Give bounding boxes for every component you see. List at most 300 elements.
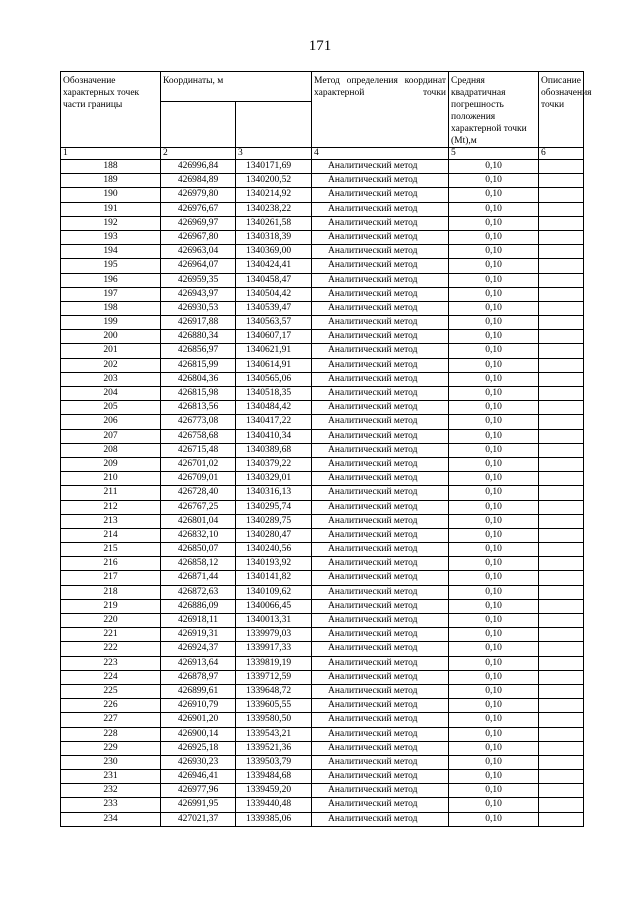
point-id: 215 <box>61 543 161 557</box>
coord-x: 426959,35 <box>161 273 236 287</box>
table-row <box>61 585 584 599</box>
point-id: 229 <box>61 741 161 755</box>
table-row <box>61 188 584 202</box>
coord-y: 1340565,06 <box>236 372 312 386</box>
point-id: 207 <box>61 429 161 443</box>
method: Аналитический метод <box>312 457 449 471</box>
mean-error: 0,10 <box>449 259 539 273</box>
column-number: 6 <box>539 148 584 160</box>
mean-error: 0,10 <box>449 174 539 188</box>
point-id: 228 <box>61 727 161 741</box>
method: Аналитический метод <box>312 401 449 415</box>
method: Аналитический метод <box>312 174 449 188</box>
method: Аналитический метод <box>312 614 449 628</box>
coord-x: 426832,10 <box>161 528 236 542</box>
description <box>539 571 584 585</box>
description <box>539 401 584 415</box>
coord-x: 426871,44 <box>161 571 236 585</box>
coord-y: 1340238,22 <box>236 202 312 216</box>
table-row <box>61 245 584 259</box>
coord-y: 1340109,62 <box>236 585 312 599</box>
description <box>539 188 584 202</box>
description <box>539 670 584 684</box>
table-row <box>61 330 584 344</box>
coord-y: 1340329,01 <box>236 472 312 486</box>
table-row <box>61 798 584 812</box>
coord-y: 1339503,79 <box>236 755 312 769</box>
mean-error: 0,10 <box>449 557 539 571</box>
coord-x: 426930,23 <box>161 755 236 769</box>
coord-x: 426930,53 <box>161 301 236 315</box>
table-row <box>61 316 584 330</box>
description <box>539 344 584 358</box>
table-row <box>61 755 584 769</box>
description <box>539 372 584 386</box>
method: Аналитический метод <box>312 741 449 755</box>
description <box>539 415 584 429</box>
table-row <box>61 301 584 315</box>
point-id: 231 <box>61 770 161 784</box>
page-number: 171 <box>308 38 332 54</box>
coord-x: 426946,41 <box>161 770 236 784</box>
point-id: 189 <box>61 174 161 188</box>
coord-y: 1340518,35 <box>236 387 312 401</box>
table-row <box>61 230 584 244</box>
method: Аналитический метод <box>312 429 449 443</box>
method: Аналитический метод <box>312 344 449 358</box>
point-id: 195 <box>61 259 161 273</box>
coord-y: 1339819,19 <box>236 656 312 670</box>
coord-x: 426925,18 <box>161 741 236 755</box>
coord-y: 1340621,91 <box>236 344 312 358</box>
description <box>539 202 584 216</box>
point-id: 191 <box>61 202 161 216</box>
method: Аналитический метод <box>312 301 449 315</box>
table-row <box>61 727 584 741</box>
method: Аналитический метод <box>312 486 449 500</box>
description <box>539 770 584 784</box>
table-row <box>61 174 584 188</box>
table-row <box>61 429 584 443</box>
description <box>539 699 584 713</box>
header-method: Метод определения координат характерной точки <box>312 72 449 148</box>
method: Аналитический метод <box>312 798 449 812</box>
coord-y: 1339580,50 <box>236 713 312 727</box>
description <box>539 457 584 471</box>
point-id: 201 <box>61 344 161 358</box>
coord-x: 426815,98 <box>161 387 236 401</box>
point-id: 226 <box>61 699 161 713</box>
coord-x: 426728,40 <box>161 486 236 500</box>
description <box>539 500 584 514</box>
description <box>539 245 584 259</box>
coord-y: 1339979,03 <box>236 628 312 642</box>
table-row <box>61 457 584 471</box>
table-row <box>61 514 584 528</box>
table-row <box>61 202 584 216</box>
coord-x: 426918,11 <box>161 614 236 628</box>
table-row <box>61 713 584 727</box>
mean-error: 0,10 <box>449 245 539 259</box>
mean-error: 0,10 <box>449 642 539 656</box>
coord-x: 426984,89 <box>161 174 236 188</box>
table-row <box>61 344 584 358</box>
table-row <box>61 472 584 486</box>
column-number: 3 <box>236 148 312 160</box>
coord-y: 1340563,57 <box>236 316 312 330</box>
coord-y: 1339440,48 <box>236 798 312 812</box>
mean-error: 0,10 <box>449 656 539 670</box>
mean-error: 0,10 <box>449 798 539 812</box>
method: Аналитический метод <box>312 656 449 670</box>
coord-x: 426943,97 <box>161 287 236 301</box>
coord-x: 426910,79 <box>161 699 236 713</box>
method: Аналитический метод <box>312 188 449 202</box>
coord-y: 1340379,22 <box>236 457 312 471</box>
mean-error: 0,10 <box>449 812 539 826</box>
method: Аналитический метод <box>312 770 449 784</box>
method: Аналитический метод <box>312 500 449 514</box>
table-row <box>61 528 584 542</box>
method: Аналитический метод <box>312 585 449 599</box>
point-id: 194 <box>61 245 161 259</box>
mean-error: 0,10 <box>449 500 539 514</box>
method: Аналитический метод <box>312 642 449 656</box>
mean-error: 0,10 <box>449 344 539 358</box>
coord-y: 1340214,92 <box>236 188 312 202</box>
coord-x: 426886,09 <box>161 599 236 613</box>
point-id: 225 <box>61 684 161 698</box>
table-row <box>61 699 584 713</box>
coord-y: 1340066,45 <box>236 599 312 613</box>
coord-y: 1340295,74 <box>236 500 312 514</box>
mean-error: 0,10 <box>449 770 539 784</box>
mean-error: 0,10 <box>449 784 539 798</box>
description <box>539 443 584 457</box>
header-coord-y <box>236 101 312 147</box>
coord-x: 426872,63 <box>161 585 236 599</box>
table-row <box>61 812 584 826</box>
mean-error: 0,10 <box>449 429 539 443</box>
coord-y: 1340424,41 <box>236 259 312 273</box>
description <box>539 812 584 826</box>
method: Аналитический метод <box>312 670 449 684</box>
mean-error: 0,10 <box>449 713 539 727</box>
description <box>539 784 584 798</box>
description <box>539 486 584 500</box>
table-row <box>61 656 584 670</box>
table-row <box>61 557 584 571</box>
description <box>539 642 584 656</box>
point-id: 216 <box>61 557 161 571</box>
point-id: 220 <box>61 614 161 628</box>
method: Аналитический метод <box>312 202 449 216</box>
method: Аналитический метод <box>312 287 449 301</box>
coord-y: 1340316,13 <box>236 486 312 500</box>
table-row <box>61 216 584 230</box>
mean-error: 0,10 <box>449 160 539 174</box>
coord-x: 427021,37 <box>161 812 236 826</box>
mean-error: 0,10 <box>449 230 539 244</box>
point-id: 233 <box>61 798 161 812</box>
description <box>539 684 584 698</box>
coord-y: 1340280,47 <box>236 528 312 542</box>
table-row <box>61 543 584 557</box>
header-point-designation: Обозначение характерных точек части границы <box>61 72 161 148</box>
description <box>539 230 584 244</box>
table-row <box>61 401 584 415</box>
point-id: 202 <box>61 358 161 372</box>
method: Аналитический метод <box>312 387 449 401</box>
table-row <box>61 770 584 784</box>
coord-x: 426758,68 <box>161 429 236 443</box>
description <box>539 160 584 174</box>
mean-error: 0,10 <box>449 202 539 216</box>
description <box>539 287 584 301</box>
mean-error: 0,10 <box>449 457 539 471</box>
coord-y: 1340539,47 <box>236 301 312 315</box>
mean-error: 0,10 <box>449 401 539 415</box>
table-row <box>61 642 584 656</box>
coord-y: 1340504,42 <box>236 287 312 301</box>
coord-x: 426901,20 <box>161 713 236 727</box>
point-id: 222 <box>61 642 161 656</box>
column-number: 5 <box>449 148 539 160</box>
point-id: 232 <box>61 784 161 798</box>
coord-y: 1339543,21 <box>236 727 312 741</box>
point-id: 214 <box>61 528 161 542</box>
coord-x: 426964,07 <box>161 259 236 273</box>
table-row <box>61 387 584 401</box>
method: Аналитический метод <box>312 784 449 798</box>
table-row <box>61 372 584 386</box>
point-id: 213 <box>61 514 161 528</box>
column-number-row <box>61 148 584 160</box>
table-row <box>61 614 584 628</box>
table-row <box>61 160 584 174</box>
coord-x: 426900,14 <box>161 727 236 741</box>
coord-y: 1340289,75 <box>236 514 312 528</box>
method: Аналитический метод <box>312 245 449 259</box>
method: Аналитический метод <box>312 216 449 230</box>
mean-error: 0,10 <box>449 755 539 769</box>
coord-y: 1340389,68 <box>236 443 312 457</box>
method: Аналитический метод <box>312 230 449 244</box>
description <box>539 543 584 557</box>
table-row <box>61 571 584 585</box>
coord-y: 1340171,69 <box>236 160 312 174</box>
method: Аналитический метод <box>312 628 449 642</box>
coord-x: 426709,01 <box>161 472 236 486</box>
coord-x: 426773,08 <box>161 415 236 429</box>
mean-error: 0,10 <box>449 387 539 401</box>
mean-error: 0,10 <box>449 486 539 500</box>
description <box>539 429 584 443</box>
method: Аналитический метод <box>312 727 449 741</box>
column-number: 4 <box>312 148 449 160</box>
mean-error: 0,10 <box>449 528 539 542</box>
mean-error: 0,10 <box>449 727 539 741</box>
description <box>539 259 584 273</box>
mean-error: 0,10 <box>449 287 539 301</box>
description <box>539 599 584 613</box>
point-id: 205 <box>61 401 161 415</box>
point-id: 217 <box>61 571 161 585</box>
description <box>539 316 584 330</box>
coord-x: 426977,96 <box>161 784 236 798</box>
point-id: 199 <box>61 316 161 330</box>
coord-x: 426813,56 <box>161 401 236 415</box>
method: Аналитический метод <box>312 259 449 273</box>
point-id: 224 <box>61 670 161 684</box>
description <box>539 628 584 642</box>
table-row <box>61 628 584 642</box>
point-id: 219 <box>61 599 161 613</box>
coord-y: 1340484,42 <box>236 401 312 415</box>
point-id: 212 <box>61 500 161 514</box>
point-id: 223 <box>61 656 161 670</box>
header-coord-x <box>161 101 236 147</box>
coord-x: 426899,61 <box>161 684 236 698</box>
method: Аналитический метод <box>312 684 449 698</box>
coord-x: 426969,97 <box>161 216 236 230</box>
table-row <box>61 670 584 684</box>
table-row <box>61 784 584 798</box>
coord-y: 1340261,58 <box>236 216 312 230</box>
point-id: 204 <box>61 387 161 401</box>
coord-x: 426880,34 <box>161 330 236 344</box>
description <box>539 514 584 528</box>
mean-error: 0,10 <box>449 599 539 613</box>
coord-x: 426979,80 <box>161 188 236 202</box>
header-mean-error: Средняя квадратичная погрешность положения характерной точки (Mt),м <box>449 72 539 148</box>
method: Аналитический метод <box>312 358 449 372</box>
description <box>539 273 584 287</box>
point-id: 208 <box>61 443 161 457</box>
mean-error: 0,10 <box>449 216 539 230</box>
mean-error: 0,10 <box>449 188 539 202</box>
description <box>539 755 584 769</box>
coord-x: 426996,84 <box>161 160 236 174</box>
method: Аналитический метод <box>312 699 449 713</box>
method: Аналитический метод <box>312 514 449 528</box>
point-id: 198 <box>61 301 161 315</box>
coord-x: 426967,80 <box>161 230 236 244</box>
point-id: 221 <box>61 628 161 642</box>
method: Аналитический метод <box>312 160 449 174</box>
method: Аналитический метод <box>312 472 449 486</box>
mean-error: 0,10 <box>449 472 539 486</box>
coord-x: 426815,99 <box>161 358 236 372</box>
coord-x: 426878,97 <box>161 670 236 684</box>
header-coordinates: Координаты, м <box>161 72 312 102</box>
mean-error: 0,10 <box>449 684 539 698</box>
point-id: 210 <box>61 472 161 486</box>
coord-y: 1340417,22 <box>236 415 312 429</box>
description <box>539 216 584 230</box>
table-row <box>61 500 584 514</box>
description <box>539 585 584 599</box>
point-id: 230 <box>61 755 161 769</box>
mean-error: 0,10 <box>449 741 539 755</box>
coord-y: 1339521,36 <box>236 741 312 755</box>
method: Аналитический метод <box>312 812 449 826</box>
coord-x: 426919,31 <box>161 628 236 642</box>
boundary-points-table <box>60 71 592 827</box>
point-id: 196 <box>61 273 161 287</box>
coord-y: 1340607,17 <box>236 330 312 344</box>
point-id: 211 <box>61 486 161 500</box>
coord-y: 1339648,72 <box>236 684 312 698</box>
table-row <box>61 415 584 429</box>
table-row <box>61 684 584 698</box>
mean-error: 0,10 <box>449 443 539 457</box>
description <box>539 174 584 188</box>
point-id: 192 <box>61 216 161 230</box>
description <box>539 727 584 741</box>
method: Аналитический метод <box>312 528 449 542</box>
mean-error: 0,10 <box>449 628 539 642</box>
coord-y: 1340200,52 <box>236 174 312 188</box>
description <box>539 557 584 571</box>
table-row <box>61 358 584 372</box>
point-id: 203 <box>61 372 161 386</box>
coord-y: 1340141,82 <box>236 571 312 585</box>
mean-error: 0,10 <box>449 585 539 599</box>
coord-y: 1340013,31 <box>236 614 312 628</box>
coord-y: 1340193,92 <box>236 557 312 571</box>
description <box>539 656 584 670</box>
mean-error: 0,10 <box>449 543 539 557</box>
method: Аналитический метод <box>312 415 449 429</box>
coord-x: 426801,04 <box>161 514 236 528</box>
mean-error: 0,10 <box>449 273 539 287</box>
description <box>539 387 584 401</box>
table-row <box>61 599 584 613</box>
coord-x: 426767,25 <box>161 500 236 514</box>
description <box>539 741 584 755</box>
point-id: 218 <box>61 585 161 599</box>
method: Аналитический метод <box>312 713 449 727</box>
method: Аналитический метод <box>312 557 449 571</box>
mean-error: 0,10 <box>449 330 539 344</box>
method: Аналитический метод <box>312 273 449 287</box>
description <box>539 301 584 315</box>
table-row <box>61 287 584 301</box>
description <box>539 472 584 486</box>
point-id: 206 <box>61 415 161 429</box>
mean-error: 0,10 <box>449 301 539 315</box>
mean-error: 0,10 <box>449 358 539 372</box>
coord-x: 426963,04 <box>161 245 236 259</box>
point-id: 188 <box>61 160 161 174</box>
coord-x: 426924,37 <box>161 642 236 656</box>
coord-y: 1339605,55 <box>236 699 312 713</box>
method: Аналитический метод <box>312 599 449 613</box>
method: Аналитический метод <box>312 443 449 457</box>
mean-error: 0,10 <box>449 514 539 528</box>
description <box>539 713 584 727</box>
description <box>539 358 584 372</box>
description <box>539 614 584 628</box>
method: Аналитический метод <box>312 571 449 585</box>
coord-y: 1340240,56 <box>236 543 312 557</box>
mean-error: 0,10 <box>449 316 539 330</box>
point-id: 227 <box>61 713 161 727</box>
coord-x: 426701,02 <box>161 457 236 471</box>
point-id: 200 <box>61 330 161 344</box>
point-id: 190 <box>61 188 161 202</box>
